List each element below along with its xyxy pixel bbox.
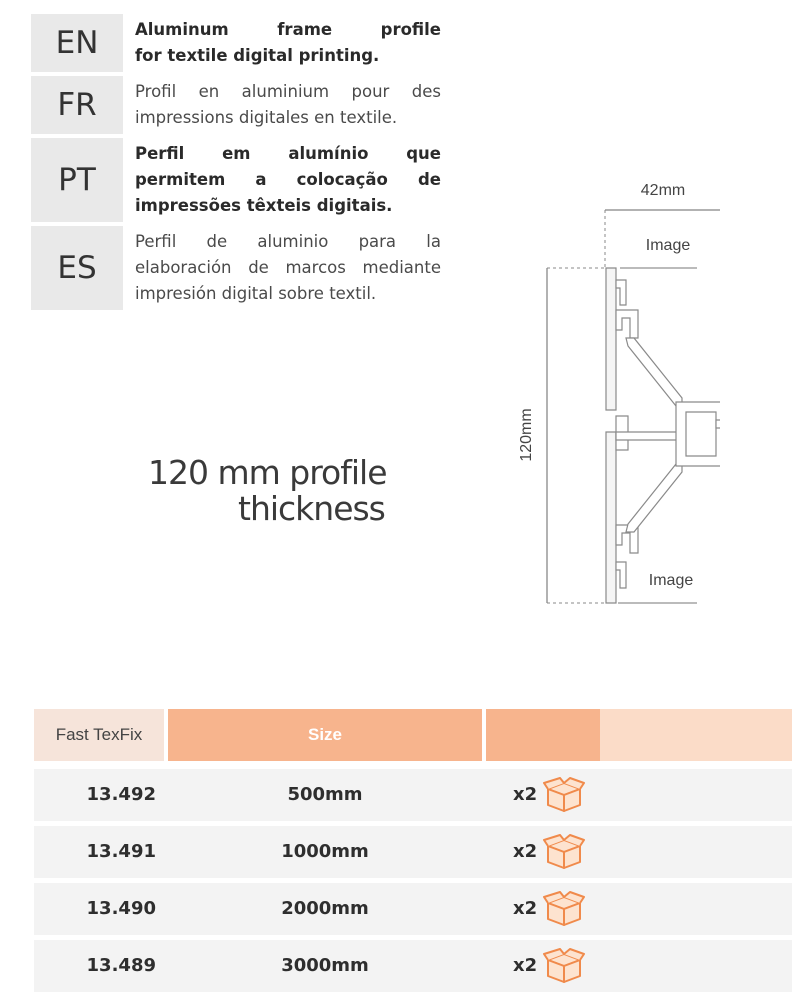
table-row xyxy=(34,769,792,821)
lang-code-es: ES xyxy=(31,226,123,310)
lang-text-en xyxy=(135,17,441,69)
row-size: 1000mm xyxy=(281,841,369,862)
width-label: 42mm xyxy=(640,182,686,199)
profile-shape xyxy=(606,268,720,603)
row-qty: x2 xyxy=(513,898,538,919)
headline-line-2: thickness xyxy=(238,489,385,528)
table-row xyxy=(34,883,792,935)
headline-line-1: 120 mm profile xyxy=(148,453,387,492)
row-qty: x2 xyxy=(513,784,538,805)
lang-block-en xyxy=(31,14,441,72)
box-icon xyxy=(542,948,586,984)
row-code: 13.491 xyxy=(86,841,156,862)
box-icon xyxy=(542,834,586,870)
table-row xyxy=(34,826,792,878)
row-size: 2000mm xyxy=(281,898,369,919)
lang-text-line: Perfil de aluminio para la xyxy=(135,232,441,251)
row-size: 3000mm xyxy=(281,955,369,976)
lang-code-fr: FR xyxy=(31,76,123,134)
lang-text-line: impressions digitales en textile. xyxy=(135,108,398,127)
header-brand: Fast TexFix xyxy=(34,709,164,761)
lang-text-es xyxy=(135,229,441,307)
lang-text-line: elaboración de marcos mediante xyxy=(135,258,441,277)
box-icon xyxy=(542,891,586,927)
box-icon xyxy=(542,777,586,813)
profile-headline xyxy=(140,455,400,527)
lang-text-line: for textile digital printing. xyxy=(135,46,380,65)
lang-text-line: impressões têxteis digitais. xyxy=(135,196,393,215)
lang-text-line: Aluminum frame profile xyxy=(135,20,441,39)
row-code: 13.490 xyxy=(86,898,156,919)
table-row xyxy=(34,940,792,992)
image-label-top: Image xyxy=(645,237,691,254)
lang-block-fr xyxy=(31,76,441,134)
lang-text-pt xyxy=(135,141,441,219)
row-code: 13.489 xyxy=(86,955,156,976)
lang-text-fr xyxy=(135,79,441,131)
lang-text-line: impresión digital sobre textil. xyxy=(135,284,377,303)
lang-block-es xyxy=(31,226,441,310)
image-label-bottom: Image xyxy=(648,572,694,589)
profile-cross-section-diagram xyxy=(500,170,720,615)
row-qty: x2 xyxy=(513,955,538,976)
lang-text-line: Profil en aluminium pour des xyxy=(135,82,441,101)
row-size: 500mm xyxy=(287,784,363,805)
lang-text-line: permitem a colocação de xyxy=(135,170,441,189)
lang-block-pt xyxy=(31,138,441,222)
height-label: 120mm xyxy=(518,408,535,462)
header-pack xyxy=(486,709,600,761)
lang-text-line: Perfil em alumínio que xyxy=(135,144,441,163)
lang-code-en: EN xyxy=(31,14,123,72)
row-qty: x2 xyxy=(513,841,538,862)
header-filler xyxy=(600,709,792,761)
row-code: 13.492 xyxy=(86,784,156,805)
table-header xyxy=(34,709,792,761)
lang-code-pt: PT xyxy=(31,138,123,222)
header-size: Size xyxy=(168,709,482,761)
